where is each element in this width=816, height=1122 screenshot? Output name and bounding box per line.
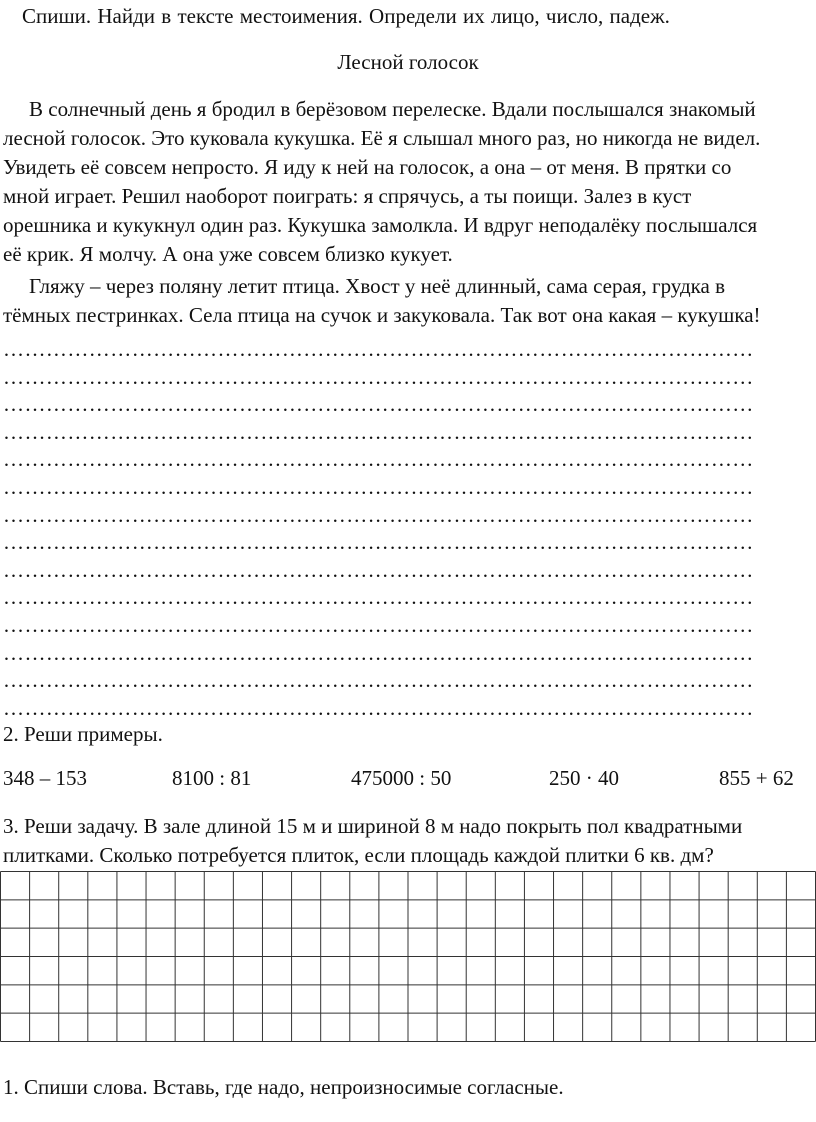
example-4: 250 · 40 xyxy=(549,766,619,790)
story-line: тёмных пестринках. Села птица на сучок и закуковала. Так вот она какая – кукушка! xyxy=(3,303,761,327)
story-line: лесной голосок. Это куковала кукушка. Её я слышал много раз, но никогда не видел. xyxy=(3,126,761,150)
story-line: Увидеть её совсем непросто. Я иду к ней на голосок, а она – от меня. В прятки со xyxy=(3,155,732,179)
task1-instruction: 1. Спиши слова. Вставь, где надо, непроизносимые согласные. xyxy=(3,1075,564,1099)
task2-title: 2. Реши примеры. xyxy=(3,722,163,746)
examples-row xyxy=(3,764,813,792)
example-5: 855 + 62 xyxy=(719,766,794,790)
story-line: орешника и кукукнул один раз. Кукушка замолкла. И вдруг неподалёку послышался xyxy=(3,213,758,237)
writing-lines xyxy=(3,336,813,722)
story-title: Лесной голосок xyxy=(337,50,479,74)
task3-line: плитками. Сколько потребуется плиток, если площадь каждой плитки 6 кв. дм? xyxy=(3,843,714,867)
story-line: её крик. Я молчу. А она уже совсем близко кукует. xyxy=(3,242,453,266)
dotted-writing-line: …………………………………………………………………………………………… xyxy=(3,392,754,417)
dotted-writing-line: …………………………………………………………………………………………… xyxy=(3,612,754,637)
dotted-writing-line: …………………………………………………………………………………………… xyxy=(3,447,754,472)
dotted-writing-line: …………………………………………………………………………………………… xyxy=(3,640,754,665)
dotted-writing-line: …………………………………………………………………………………………… xyxy=(3,557,754,582)
story-paragraph-1 xyxy=(3,95,813,269)
dotted-writing-line: …………………………………………………………………………………………… xyxy=(3,364,754,389)
dotted-writing-line: …………………………………………………………………………………………… xyxy=(3,474,754,499)
task3-line: 3. Реши задачу. В зале длиной 15 м и шириной 8 м надо покрыть пол квадратными xyxy=(3,814,743,838)
dotted-writing-line: …………………………………………………………………………………………… xyxy=(3,695,754,720)
dotted-writing-line: …………………………………………………………………………………………… xyxy=(3,668,754,693)
task-instruction: Спиши. Найди в тексте местоимения. Определи их лицо, число, падеж. xyxy=(22,4,670,28)
dotted-writing-line: …………………………………………………………………………………………… xyxy=(3,585,754,610)
story-paragraph-2 xyxy=(3,272,813,330)
dotted-writing-line: …………………………………………………………………………………………… xyxy=(3,337,754,361)
story-line: мной играет. Решил наоборот поиграть: я спрячусь, а ты поищи. Залез в куст xyxy=(3,184,692,208)
dotted-writing-line: …………………………………………………………………………………………… xyxy=(3,419,754,444)
story-line: В солнечный день я бродил в берёзовом перелеске. Вдали послышался знакомый xyxy=(29,97,756,121)
example-1: 348 – 153 xyxy=(3,766,87,790)
answer-grid[interactable] xyxy=(0,871,816,1042)
dotted-writing-line: …………………………………………………………………………………………… xyxy=(3,502,754,527)
dotted-writing-line: …………………………………………………………………………………………… xyxy=(3,530,754,555)
task3-problem xyxy=(3,812,813,870)
example-3: 475000 : 50 xyxy=(351,766,452,790)
story-line: Гляжу – через поляну летит птица. Хвост у неё длинный, сама серая, грудка в xyxy=(29,274,726,298)
example-2: 8100 : 81 xyxy=(172,766,252,790)
